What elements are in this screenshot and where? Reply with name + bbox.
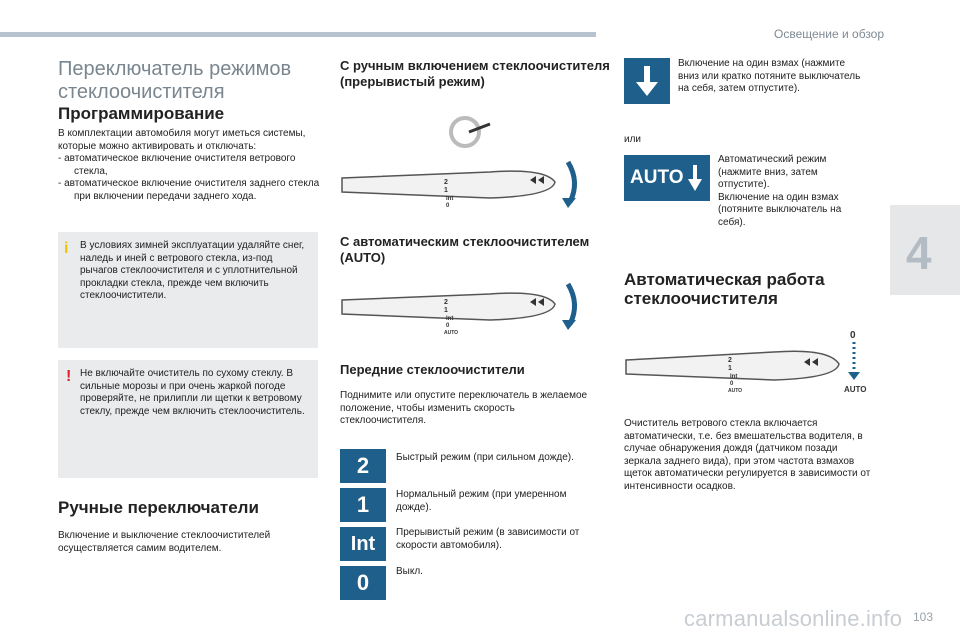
speed-badge-2: 2 bbox=[340, 449, 386, 483]
section-title: Освещение и обзор bbox=[774, 27, 885, 41]
auto-work-heading: Автоматическая работа стеклоочистителя bbox=[624, 270, 825, 308]
warning-icon: ! bbox=[66, 368, 72, 385]
list-item: - автоматическое включение очистителя ветрового стекла, bbox=[58, 153, 296, 177]
front-text: Поднимите или опустите переключатель в желаемое положение, чтобы изменить скорость стеклоочистителя. bbox=[340, 390, 588, 426]
warning-note-text: Не включайте очиститель по сухому стеклу. В сильные морозы и при очень жаркой погоде проверяйте, не прилипли ли щетки к ветровому стеклу, прежде чем включить стеклоочиститель. bbox=[80, 368, 305, 417]
stalk-position-0: 0 bbox=[730, 381, 734, 387]
speed-badge-0: 0 bbox=[340, 566, 386, 600]
speed-label-0: Выкл. bbox=[396, 566, 423, 577]
manual-heading: Ручные переключатели bbox=[58, 498, 259, 517]
page-number: 103 bbox=[913, 610, 934, 624]
speed-label-int: Прерывистый режим (в зависимости от скорости автомобиля). bbox=[396, 527, 580, 551]
rotate-arrow-icon bbox=[568, 284, 575, 324]
speed-badge-1: 1 bbox=[340, 488, 386, 522]
stalk-intermittent-illustration bbox=[340, 110, 590, 218]
programming-text bbox=[58, 128, 320, 203]
stalk-position-0: 0 bbox=[446, 203, 450, 209]
main-title: Переключатель режимов стеклоочистителя bbox=[58, 58, 292, 103]
front-heading: Передние стеклоочистители bbox=[340, 362, 525, 377]
list-item: - автоматическое включение очистителя заднего стекла при включении передачи заднего хода. bbox=[58, 178, 320, 202]
arrow-down-icon bbox=[688, 165, 702, 191]
info-note bbox=[58, 232, 318, 348]
stalk-position-1: 1 bbox=[444, 187, 448, 194]
intermittent-heading: С ручным включением стеклоочистителя (прерывистый режим) bbox=[340, 58, 610, 89]
single-sweep-text: Включение на один взмах (нажмите вниз или кратко потяните выключатель на себя, затем отпустите). bbox=[678, 58, 861, 94]
stalk-position-auto: AUTO bbox=[444, 330, 459, 336]
stalk-position-1: 1 bbox=[444, 307, 448, 314]
speed-label-2: Быстрый режим (при сильном дожде). bbox=[396, 452, 574, 463]
stalk-position-2: 2 bbox=[728, 357, 732, 364]
stalk-position-int: Int bbox=[730, 374, 738, 380]
rotate-arrow-icon bbox=[568, 162, 575, 202]
speed-badge-int: Int bbox=[340, 527, 386, 561]
auto-work-text: Очиститель ветрового стекла включается автоматически, т.е. без вмешательства водителя, в случае обнаружения дождя (датчиком позади зеркала заднего вида), при этом частота взмахов щеток автоматически регулируется в зависимости от интенсивности осадков. bbox=[624, 418, 871, 492]
auto-badge bbox=[624, 155, 710, 201]
stalk-position-auto: AUTO bbox=[728, 388, 743, 394]
stalk-auto-illustration bbox=[340, 272, 590, 342]
stalk-position-0: 0 bbox=[446, 323, 450, 329]
stalk-position-int: Int bbox=[446, 316, 454, 322]
info-note-text: В условиях зимней эксплуатации удаляйте снег, наледь и иней с ветрового стекла, из-под рычагов стеклоочистителя и с уплотнительной прокладки стекла, прежде чем включить стеклоочистители. bbox=[80, 240, 305, 301]
auto-mode-text: Автоматический режим (нажмите вниз, затем отпустите). Включение на один взмах (потяните выключатель на себя). bbox=[718, 154, 842, 228]
diagram-auto-label: AUTO bbox=[844, 385, 867, 394]
speed-label-1: Нормальный режим (при умеренном дожде). bbox=[396, 489, 567, 513]
auto-stalk-illustration bbox=[624, 322, 874, 402]
stalk-position-1: 1 bbox=[728, 365, 732, 372]
stalk-position-int: Int bbox=[446, 196, 454, 202]
programming-intro: В комплектации автомобиля могут иметься системы, которые можно активировать и отключать: bbox=[58, 128, 306, 152]
wiper-stalk bbox=[342, 171, 555, 198]
info-icon: i bbox=[64, 240, 69, 257]
programming-heading: Программирование bbox=[58, 104, 225, 123]
auto-heading: С автоматическим стеклоочистителем (AUTO) bbox=[340, 234, 590, 265]
watermark: carmanualsonline.info bbox=[684, 606, 903, 631]
diagram-zero-label: 0 bbox=[850, 330, 856, 341]
chapter-number: 4 bbox=[906, 227, 932, 279]
stalk-position-2: 2 bbox=[444, 299, 448, 306]
arrow-down-icon bbox=[636, 66, 658, 96]
manual-text: Включение и выключение стеклоочистителей осуществляется самим водителем. bbox=[58, 530, 271, 554]
auto-badge-label: AUTO bbox=[630, 167, 684, 188]
or-text: или bbox=[624, 134, 642, 145]
header-bar bbox=[0, 32, 596, 37]
single-sweep-badge bbox=[624, 58, 670, 104]
steering-wheel-icon bbox=[451, 118, 479, 146]
stalk-position-2: 2 bbox=[444, 179, 448, 186]
warning-note bbox=[58, 360, 318, 478]
